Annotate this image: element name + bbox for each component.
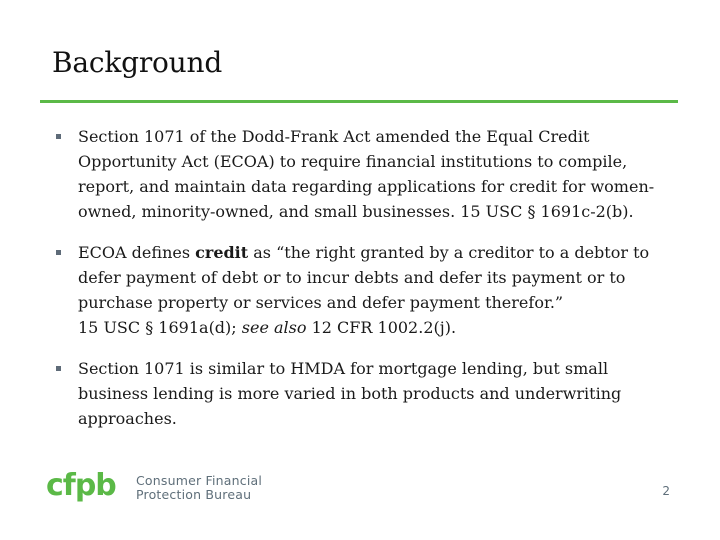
citation-secondary: 12 CFR 1002.2(j). — [306, 318, 457, 337]
bullet-list — [56, 124, 676, 447]
bullet-marker-icon — [56, 366, 61, 371]
citation-signal: see also — [241, 318, 307, 337]
bullet-item — [56, 356, 676, 431]
logo-line-2: Protection Bureau — [136, 487, 252, 502]
definition-intro: ECOA defines — [78, 243, 196, 262]
slide-title: Background — [52, 46, 223, 79]
bullet-text: Section 1071 of the Dodd-Frank Act amended the Equal Credit Opportunity Act (ECOA) to require financial institutions to compile, report, and maintain data regarding applications for credit for women-owned, minority-owned, and small businesses. 15 USC § 1691c-2(b). — [78, 127, 655, 221]
bullet-marker-icon — [56, 134, 61, 139]
cfpb-logo-mark: cfpb — [46, 468, 116, 503]
bullet-text: Section 1071 is similar to HMDA for mortgage lending, but small business lending is more varied in both products and underwriting approaches. — [78, 359, 622, 428]
cfpb-logo — [46, 468, 262, 508]
citation-primary: 15 USC § 1691a(d); — [78, 318, 242, 337]
logo-line-1: Consumer Financial — [136, 473, 263, 488]
defined-term: credit — [195, 243, 249, 262]
bullet-item — [56, 124, 676, 224]
cfpb-logo-icon — [46, 468, 126, 508]
logo-wordmark — [136, 474, 262, 502]
definition-body: as “the right granted by a creditor to a debtor to defer payment of debt or to incur debts and defer its payment or to purchase property or services and defer payment therefor.” — [78, 243, 650, 312]
title-divider — [40, 100, 678, 103]
bullet-text — [78, 240, 676, 340]
bullet-marker-icon — [56, 250, 61, 255]
citation — [78, 315, 676, 340]
bullet-item — [56, 240, 676, 340]
page-number: 2 — [662, 484, 670, 498]
